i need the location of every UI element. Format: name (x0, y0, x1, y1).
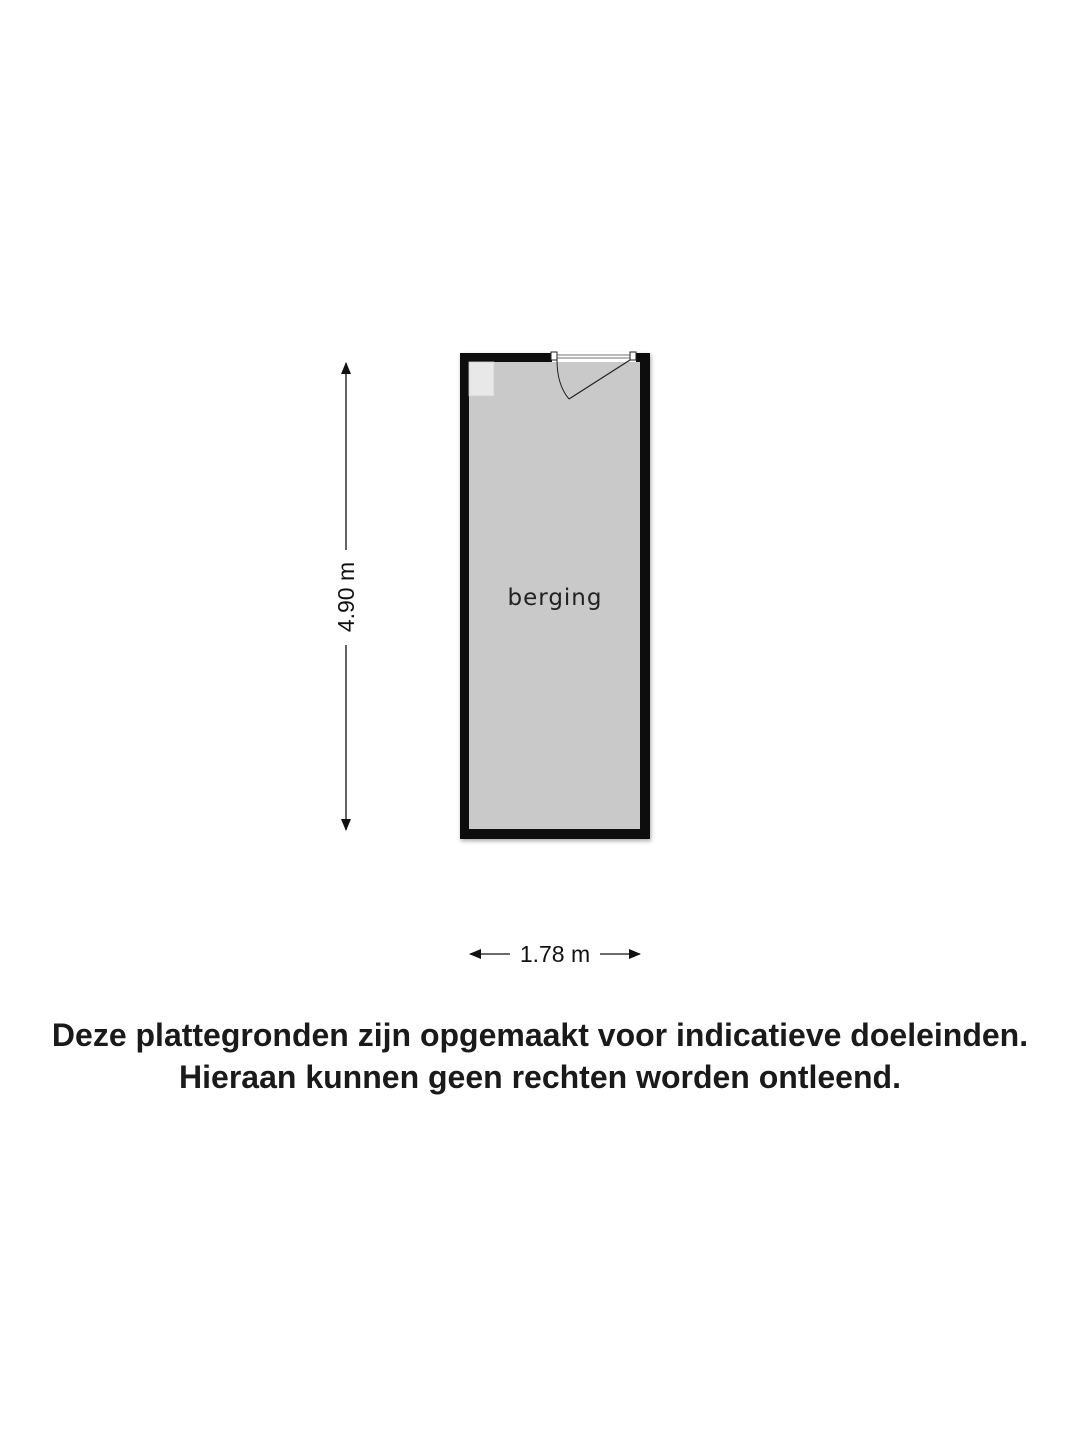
height-dimension-label: 4.90 m (333, 561, 359, 633)
height-dimension (333, 363, 359, 830)
disclaimer-line-1: Deze plattegronden zijn opgemaakt voor indicatieve doeleinden. (51, 1017, 1029, 1053)
room-label: berging (507, 585, 603, 611)
width-dimension-label: 1.78 m (519, 941, 591, 967)
disclaimer-line-2: Hieraan kunnen geen rechten worden ontleend. (179, 1059, 901, 1095)
door-jamb-left (551, 352, 557, 360)
door-opening (552, 352, 636, 362)
corner-fixture (469, 362, 494, 396)
door-jamb-right (630, 352, 636, 360)
width-dimension (470, 941, 640, 967)
